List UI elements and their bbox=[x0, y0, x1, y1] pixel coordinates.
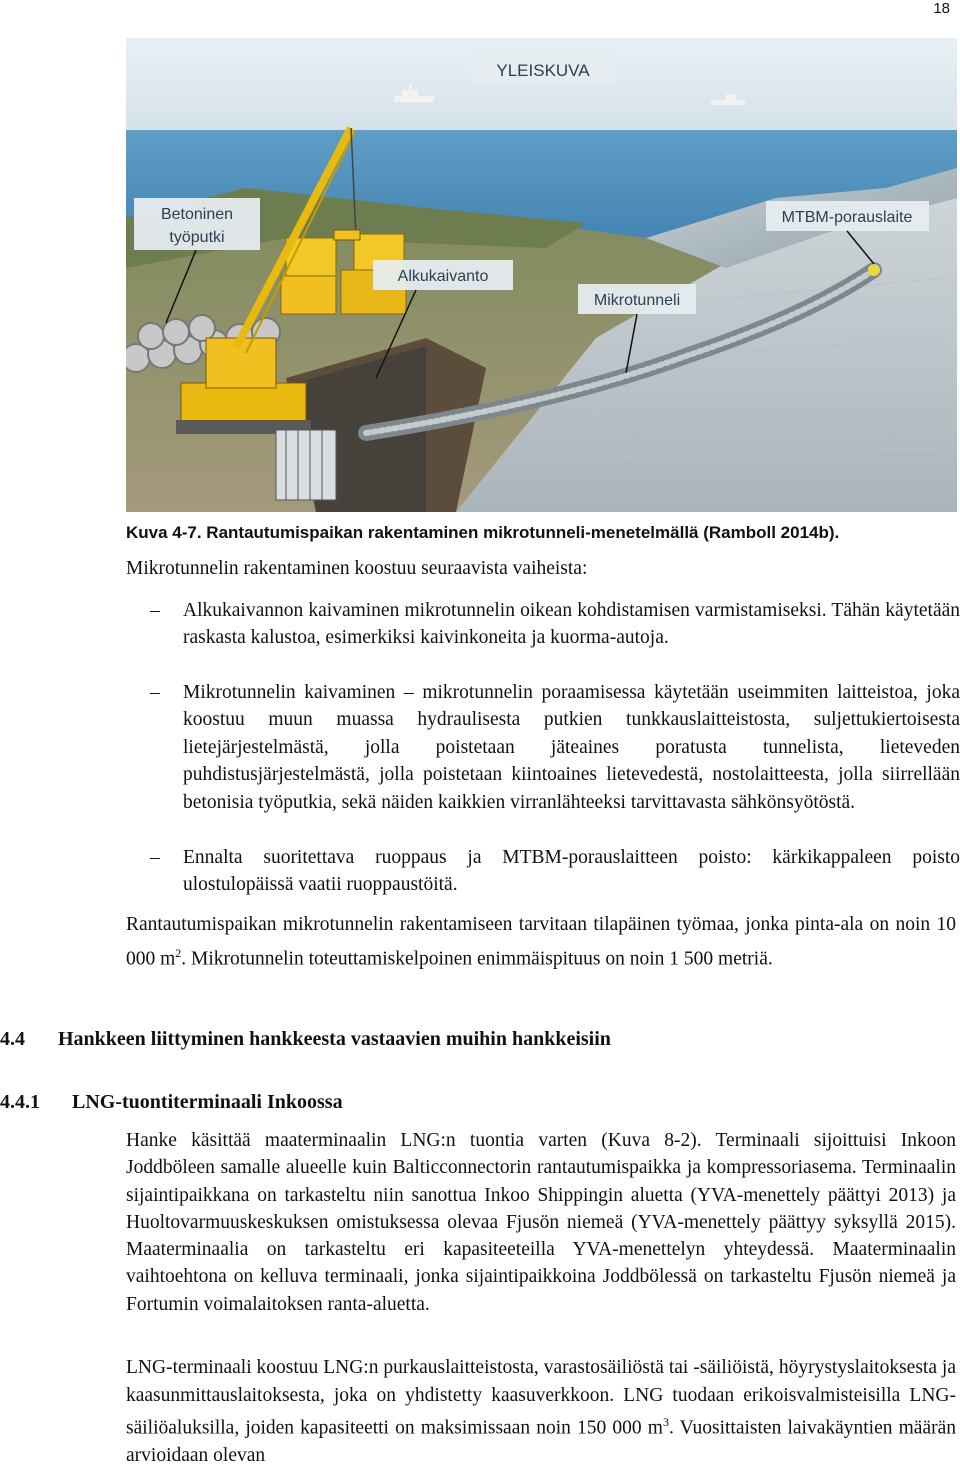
section-heading bbox=[0, 1028, 611, 1051]
list-item bbox=[150, 597, 960, 679]
subsection-heading bbox=[0, 1091, 343, 1114]
subsection-number: 4.4.1 bbox=[0, 1091, 40, 1113]
label-tunnel: Mikrotunneli bbox=[593, 292, 681, 309]
phase-list bbox=[150, 597, 960, 899]
subsection-title: LNG-tuontiterminaali Inkoossa bbox=[72, 1091, 343, 1113]
list-item bbox=[150, 679, 960, 844]
construction-illustration bbox=[126, 38, 957, 512]
section-title: Hankkeen liittyminen hankkeesta vastaavien muihin hankkeisiin bbox=[58, 1028, 611, 1050]
label-pit: Alkukaivanto bbox=[397, 268, 489, 285]
lng-paragraph-2: LNG-terminaali koostuu LNG:n purkauslaitteistosta, varastosäiliöstä tai -säiliöistä, höyrystyslaitoksesta ja kaasunmittauslaitoksesta, joka on yhdistetty kaasuverkkoon. LNG tuodaan erikoisvalmisteisilla LNG-säiliöaluksilla, joiden kapasiteetti on maksimissaan noin 150 000 $m^3$. Vuosittaisten laivakäyntien määrän arvioidaan olevan bbox=[126, 1357, 956, 1466]
area-paragraph: Rantautumispaikan mikrotunnelin rakentamiseen tarvitaan tilapäinen työmaa, jonka pinta-ala on noin 10 000 $m^2$. Mikrotunnelin toteuttamiskelpoinen enimmäispituus on noin 1 500 metriä. bbox=[126, 914, 956, 970]
page-number: 18 bbox=[933, 0, 950, 17]
lng-paragraph-1: Hanke käsittää maaterminaalin LNG:n tuontia varten (Kuva 8-2). Terminaali sijoittuisi Inkoon Joddböleen samalle alueelle kuin Balticconnectorin rantautumispaikka ja kompressoriasema. Terminaalin sijaintipaikkana on tarkasteltu niin sanottua Inkoo Shippingin aluetta (YVA-menettely päättyi 2013) ja Huoltovarmuuskeskuksen omistuksessa olevaa Fjusön niemeä (YVA-menettely päättyy syksyllä 2015). Maaterminaalia on tarkasteltu eri kapasiteeteilla YVA-menettelyn yhteydessä. Maaterminaalin vaihtoehtona on kelluva terminaali, jonka sijaintipaikkoina Joddbölessä on tarkasteltu Fjusön niemeä ja Fortumin voimalaitoksen ranta-aluetta. bbox=[126, 1130, 956, 1315]
list-dash: – bbox=[150, 682, 160, 703]
list-item bbox=[150, 844, 960, 899]
list-dash: – bbox=[150, 600, 160, 621]
jacking-frame bbox=[276, 430, 336, 500]
section-number: 4.4 bbox=[0, 1028, 25, 1050]
figure-caption: Kuva 4-7. Rantautumispaikan rakentaminen mikrotunneli-menetelmällä (Ramboll 2014b). bbox=[126, 523, 840, 542]
label-mtbm: MTBM-porauslaite bbox=[781, 209, 913, 226]
area-unit-superscript: 2 bbox=[175, 946, 182, 960]
figure-title-box bbox=[471, 53, 616, 83]
volume-unit-superscript: 3 bbox=[662, 1415, 669, 1429]
list-item-text: Alkukaivannon kaivaminen mikrotunnelin oikean kohdistamisen varmistamiseksi. Tähän käytetään raskasta kalustoa, esimerkiksi kaivinkoneita ja kuorma-autoja. bbox=[183, 600, 960, 649]
figure-title: YLEISKUVA bbox=[496, 61, 590, 80]
mtbm-head bbox=[868, 264, 880, 276]
label-pipes-line-1: Betoninen bbox=[160, 206, 234, 223]
list-item-text: Ennalta suoritettava ruoppaus ja MTBM-porauslaitteen poisto: kärkikappaleen poisto ulostulopäissä vaatii ruoppaustöitä. bbox=[183, 847, 960, 896]
intro-text: Mikrotunnelin rakentaminen koostuu seuraavista vaiheista: bbox=[126, 558, 588, 579]
list-dash: – bbox=[150, 847, 160, 868]
list-item-text: Mikrotunnelin kaivaminen – mikrotunnelin poraamisessa käytetään useimmiten laitteistoa, joka koostuu muun muassa hydraulisesta putkien tunkkauslaitteistosta, suljettukiertoisesta lietejärjestelmästä, jolla poistetaan jäteaines poratusta tunnelista, lieteveden puhdistusjärjestelmästä, jolla poistetaan kiintoaines lietevedestä, nostolaitteesta, jolla siirrellään betonisia työputkia, sekä näiden kaikkien virranlähteeksi tarvittavasta sähkönsyötöstä. bbox=[183, 682, 960, 813]
label-pipes-line-2: työputki bbox=[169, 229, 225, 246]
